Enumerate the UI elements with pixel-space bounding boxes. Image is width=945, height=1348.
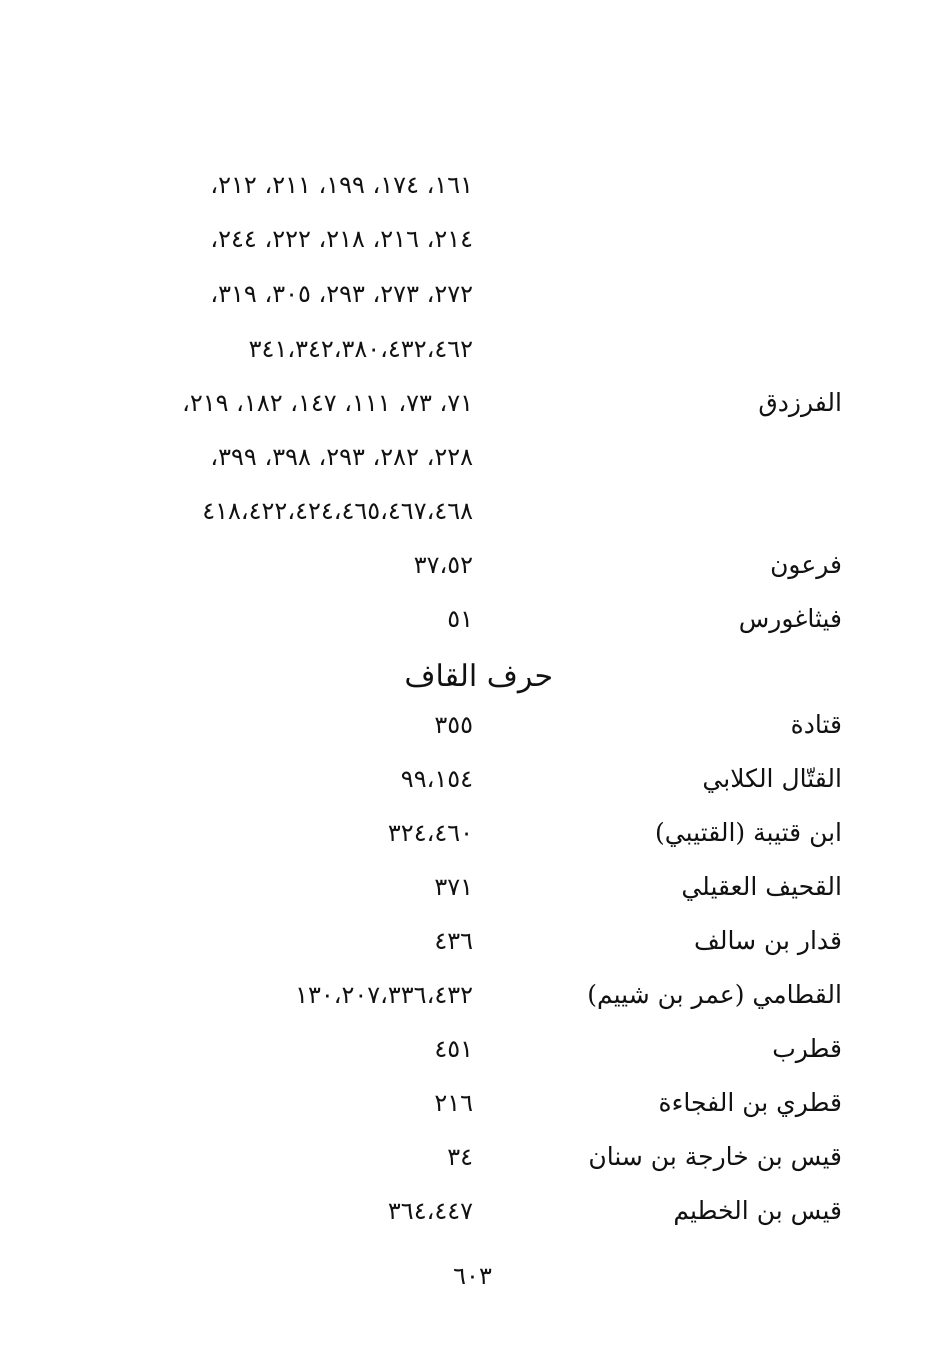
section-heading-text: حرف القاف bbox=[404, 659, 553, 694]
page-references: ٤٣٦ bbox=[434, 927, 473, 955]
page-references: ٣٧١ bbox=[434, 873, 473, 901]
index-entry bbox=[0, 759, 945, 799]
index-entry bbox=[0, 1191, 945, 1231]
page-references: ٢٧٢، ٢٧٣، ٢٩٣، ٣٠٥، ٣١٩، bbox=[210, 280, 473, 308]
index-entry bbox=[0, 1137, 945, 1177]
page-references: ٥١ bbox=[447, 605, 473, 633]
index-entry bbox=[0, 813, 945, 853]
page-references: ٣٦٤،٤٤٧ bbox=[387, 1197, 473, 1225]
index-entry bbox=[0, 599, 945, 639]
index-entry bbox=[0, 975, 945, 1015]
entry-name: الفرزدق bbox=[758, 388, 842, 417]
page-references: ٢١٦ bbox=[434, 1089, 473, 1117]
entry-name: قتادة bbox=[790, 710, 842, 739]
index-continuation-line bbox=[0, 219, 945, 259]
index-entry bbox=[0, 545, 945, 585]
index-entry-farazdaq bbox=[0, 383, 945, 423]
page-references: ٣٢٤،٤٦٠ bbox=[387, 819, 473, 847]
page-references: ٧١، ٧٣، ١١١، ١٤٧، ١٨٢، ٢١٩، bbox=[182, 389, 473, 417]
page-number: ٦٠٣ bbox=[453, 1262, 492, 1290]
entry-name: القتّال الكلابي bbox=[702, 764, 842, 793]
entry-name: فيثاغورس bbox=[738, 604, 842, 633]
page-references: ٣٧،٥٢ bbox=[413, 551, 473, 579]
index-entry bbox=[0, 1083, 945, 1123]
entry-name: القحيف العقيلي bbox=[681, 872, 842, 901]
page-references: ١٣٠،٢٠٧،٣٣٦،٤٣٢ bbox=[295, 981, 473, 1009]
index-entry bbox=[0, 921, 945, 961]
page-references: ٤١٨،٤٢٢،٤٢٤،٤٦٥،٤٦٧،٤٦٨ bbox=[202, 497, 473, 525]
entry-name: قيس بن خارجة بن سنان bbox=[588, 1142, 842, 1171]
index-entry bbox=[0, 867, 945, 907]
index-continuation-line bbox=[0, 437, 945, 477]
index-continuation-line bbox=[0, 165, 945, 205]
page-references: ٢٢٨، ٢٨٢، ٢٩٣، ٣٩٨، ٣٩٩، bbox=[210, 443, 473, 471]
entry-name: فرعون bbox=[770, 550, 842, 579]
entry-name: ابن قتيبة (القتيبي) bbox=[655, 818, 842, 847]
entry-name: قيس بن الخطيم bbox=[673, 1196, 842, 1225]
entry-name: القطامي (عمر بن شييم) bbox=[587, 980, 842, 1009]
page-references: ١٦١، ١٧٤، ١٩٩، ٢١١، ٢١٢، bbox=[210, 171, 473, 199]
index-continuation-line bbox=[0, 491, 945, 531]
page-references: ٩٩،١٥٤ bbox=[400, 765, 473, 793]
index-continuation-line bbox=[0, 274, 945, 314]
entry-name: قدار بن سالف bbox=[693, 926, 842, 955]
index-entry bbox=[0, 705, 945, 745]
entry-name: قطرب bbox=[772, 1034, 842, 1063]
index-entry bbox=[0, 1029, 945, 1069]
page-references: ٣٤١،٣٤٢،٣٨٠،٤٣٢،٤٦٢ bbox=[248, 335, 473, 363]
page-references: ٤٥١ bbox=[434, 1035, 473, 1063]
entry-name: قطري بن الفجاءة bbox=[658, 1088, 842, 1117]
section-heading bbox=[0, 654, 945, 700]
index-continuation-line bbox=[0, 329, 945, 369]
page-references: ٣٥٥ bbox=[434, 711, 473, 739]
page-references: ٣٤ bbox=[447, 1143, 473, 1171]
page-references: ٢١٤، ٢١٦، ٢١٨، ٢٢٢، ٢٤٤، bbox=[210, 225, 473, 253]
